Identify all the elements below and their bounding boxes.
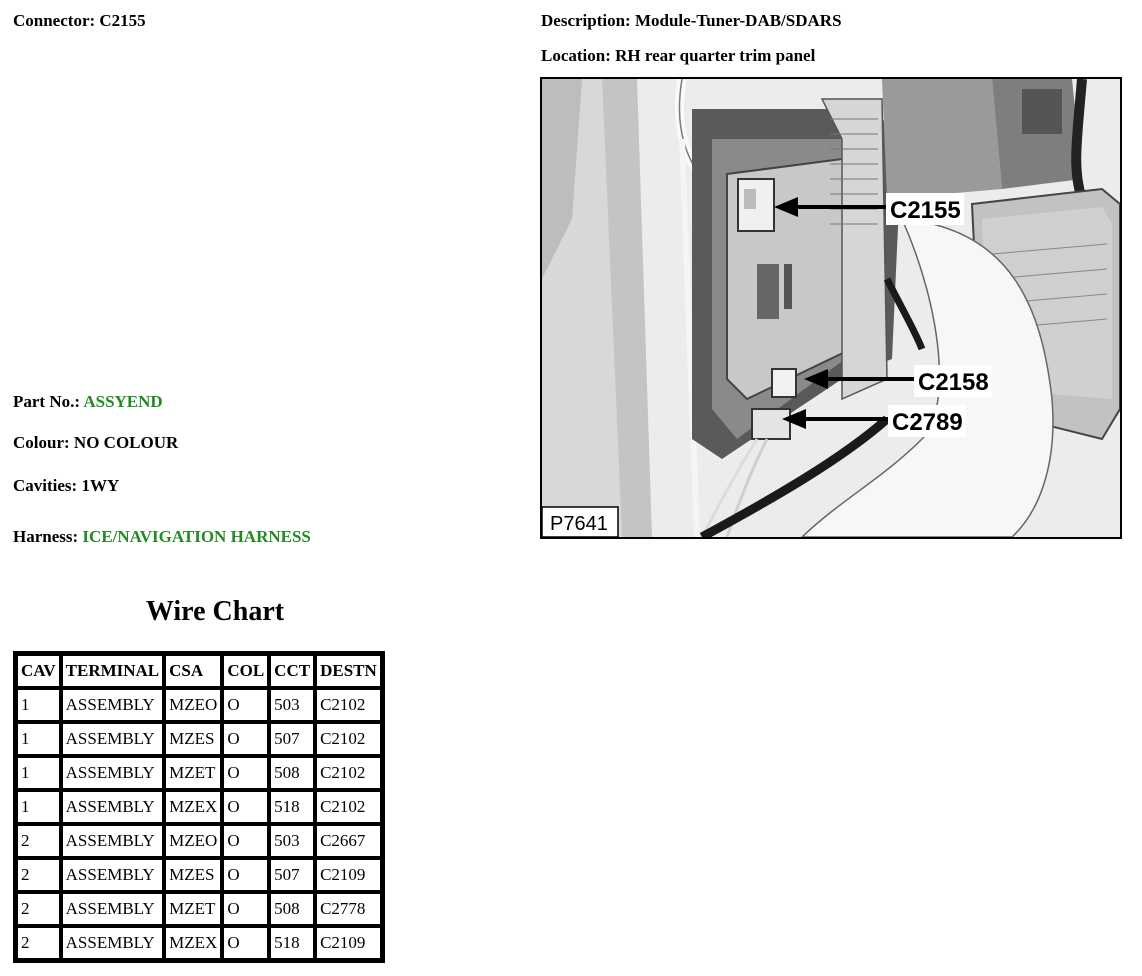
cavities-value: 1WY (81, 476, 120, 495)
cell-destn: C2102 (315, 790, 382, 824)
cell-cct: 508 (269, 892, 315, 926)
location-photo-illustration (542, 79, 1120, 537)
wire-chart-title: Wire Chart (145, 596, 285, 627)
column-header-cav: CAV (16, 654, 61, 688)
callout-c2158: C2158 (918, 369, 989, 396)
cell-cav: 1 (16, 722, 61, 756)
cell-terminal: ASSEMBLY (61, 824, 165, 858)
harness-label: Harness: (13, 527, 79, 546)
column-header-cct: CCT (269, 654, 315, 688)
column-header-terminal: TERMINAL (61, 654, 165, 688)
cell-csa: MZES (164, 722, 222, 756)
colour-field (13, 433, 178, 453)
cell-cav: 2 (16, 824, 61, 858)
part-no-field (13, 392, 163, 412)
harness-value: ICE/NAVIGATION HARNESS (82, 527, 311, 546)
cell-csa: MZEX (164, 790, 222, 824)
table-row (16, 858, 382, 892)
cell-cct: 503 (269, 824, 315, 858)
cell-terminal: ASSEMBLY (61, 722, 165, 756)
connector-label: Connector: (13, 11, 96, 30)
cell-col: O (222, 824, 269, 858)
location-field (541, 46, 815, 66)
location-label: Location: (541, 46, 611, 65)
cell-destn: C2778 (315, 892, 382, 926)
cell-terminal: ASSEMBLY (61, 892, 165, 926)
cell-terminal: ASSEMBLY (61, 790, 165, 824)
description-value: Module-Tuner-DAB/SDARS (634, 11, 842, 30)
cell-cav: 2 (16, 892, 61, 926)
table-row (16, 824, 382, 858)
table-row (16, 722, 382, 756)
wire-chart-table (13, 651, 385, 963)
description-label: Description: (541, 11, 631, 30)
cell-col: O (222, 926, 269, 960)
table-row (16, 756, 382, 790)
cell-csa: MZES (164, 858, 222, 892)
colour-value: NO COLOUR (73, 433, 179, 452)
table-row (16, 926, 382, 960)
cell-cav: 2 (16, 858, 61, 892)
cell-destn: C2102 (315, 756, 382, 790)
cell-col: O (222, 892, 269, 926)
location-value: RH rear quarter trim panel (615, 46, 816, 65)
cell-csa: MZET (164, 892, 222, 926)
cell-cct: 518 (269, 790, 315, 824)
cell-cav: 1 (16, 688, 61, 722)
column-header-col: COL (222, 654, 269, 688)
cell-cct: 518 (269, 926, 315, 960)
description-field (541, 11, 842, 31)
cell-col: O (222, 756, 269, 790)
table-header-row (16, 654, 382, 688)
table-row (16, 892, 382, 926)
cell-terminal: ASSEMBLY (61, 756, 165, 790)
table-row (16, 790, 382, 824)
column-header-destn: DESTN (315, 654, 382, 688)
table-row (16, 688, 382, 722)
location-photo (540, 77, 1122, 539)
colour-label: Colour: (13, 433, 70, 452)
cell-cav: 1 (16, 790, 61, 824)
part-no-value: ASSYEND (83, 392, 163, 411)
cell-col: O (222, 790, 269, 824)
cell-destn: C2102 (315, 688, 382, 722)
callout-c2155: C2155 (890, 197, 961, 224)
cell-cct: 507 (269, 722, 315, 756)
photo-id: P7641 (550, 513, 608, 535)
cell-cct: 508 (269, 756, 315, 790)
cell-csa: MZEO (164, 688, 222, 722)
cell-destn: C2109 (315, 858, 382, 892)
cavities-field (13, 476, 119, 496)
harness-field (13, 527, 311, 547)
cell-csa: MZEO (164, 824, 222, 858)
cell-cav: 1 (16, 756, 61, 790)
cell-csa: MZET (164, 756, 222, 790)
callout-c2789: C2789 (892, 409, 963, 436)
part-no-label: Part No.: (13, 392, 81, 411)
cavities-label: Cavities: (13, 476, 78, 495)
cell-col: O (222, 688, 269, 722)
column-header-csa: CSA (164, 654, 222, 688)
cell-destn: C2102 (315, 722, 382, 756)
cell-destn: C2667 (315, 824, 382, 858)
cell-terminal: ASSEMBLY (61, 858, 165, 892)
connector-value: C2155 (99, 11, 146, 30)
cell-cav: 2 (16, 926, 61, 960)
cell-destn: C2109 (315, 926, 382, 960)
cell-col: O (222, 858, 269, 892)
cell-cct: 507 (269, 858, 315, 892)
cell-csa: MZEX (164, 926, 222, 960)
cell-terminal: ASSEMBLY (61, 688, 165, 722)
cell-terminal: ASSEMBLY (61, 926, 165, 960)
cell-cct: 503 (269, 688, 315, 722)
connector-field (13, 11, 146, 31)
cell-col: O (222, 722, 269, 756)
